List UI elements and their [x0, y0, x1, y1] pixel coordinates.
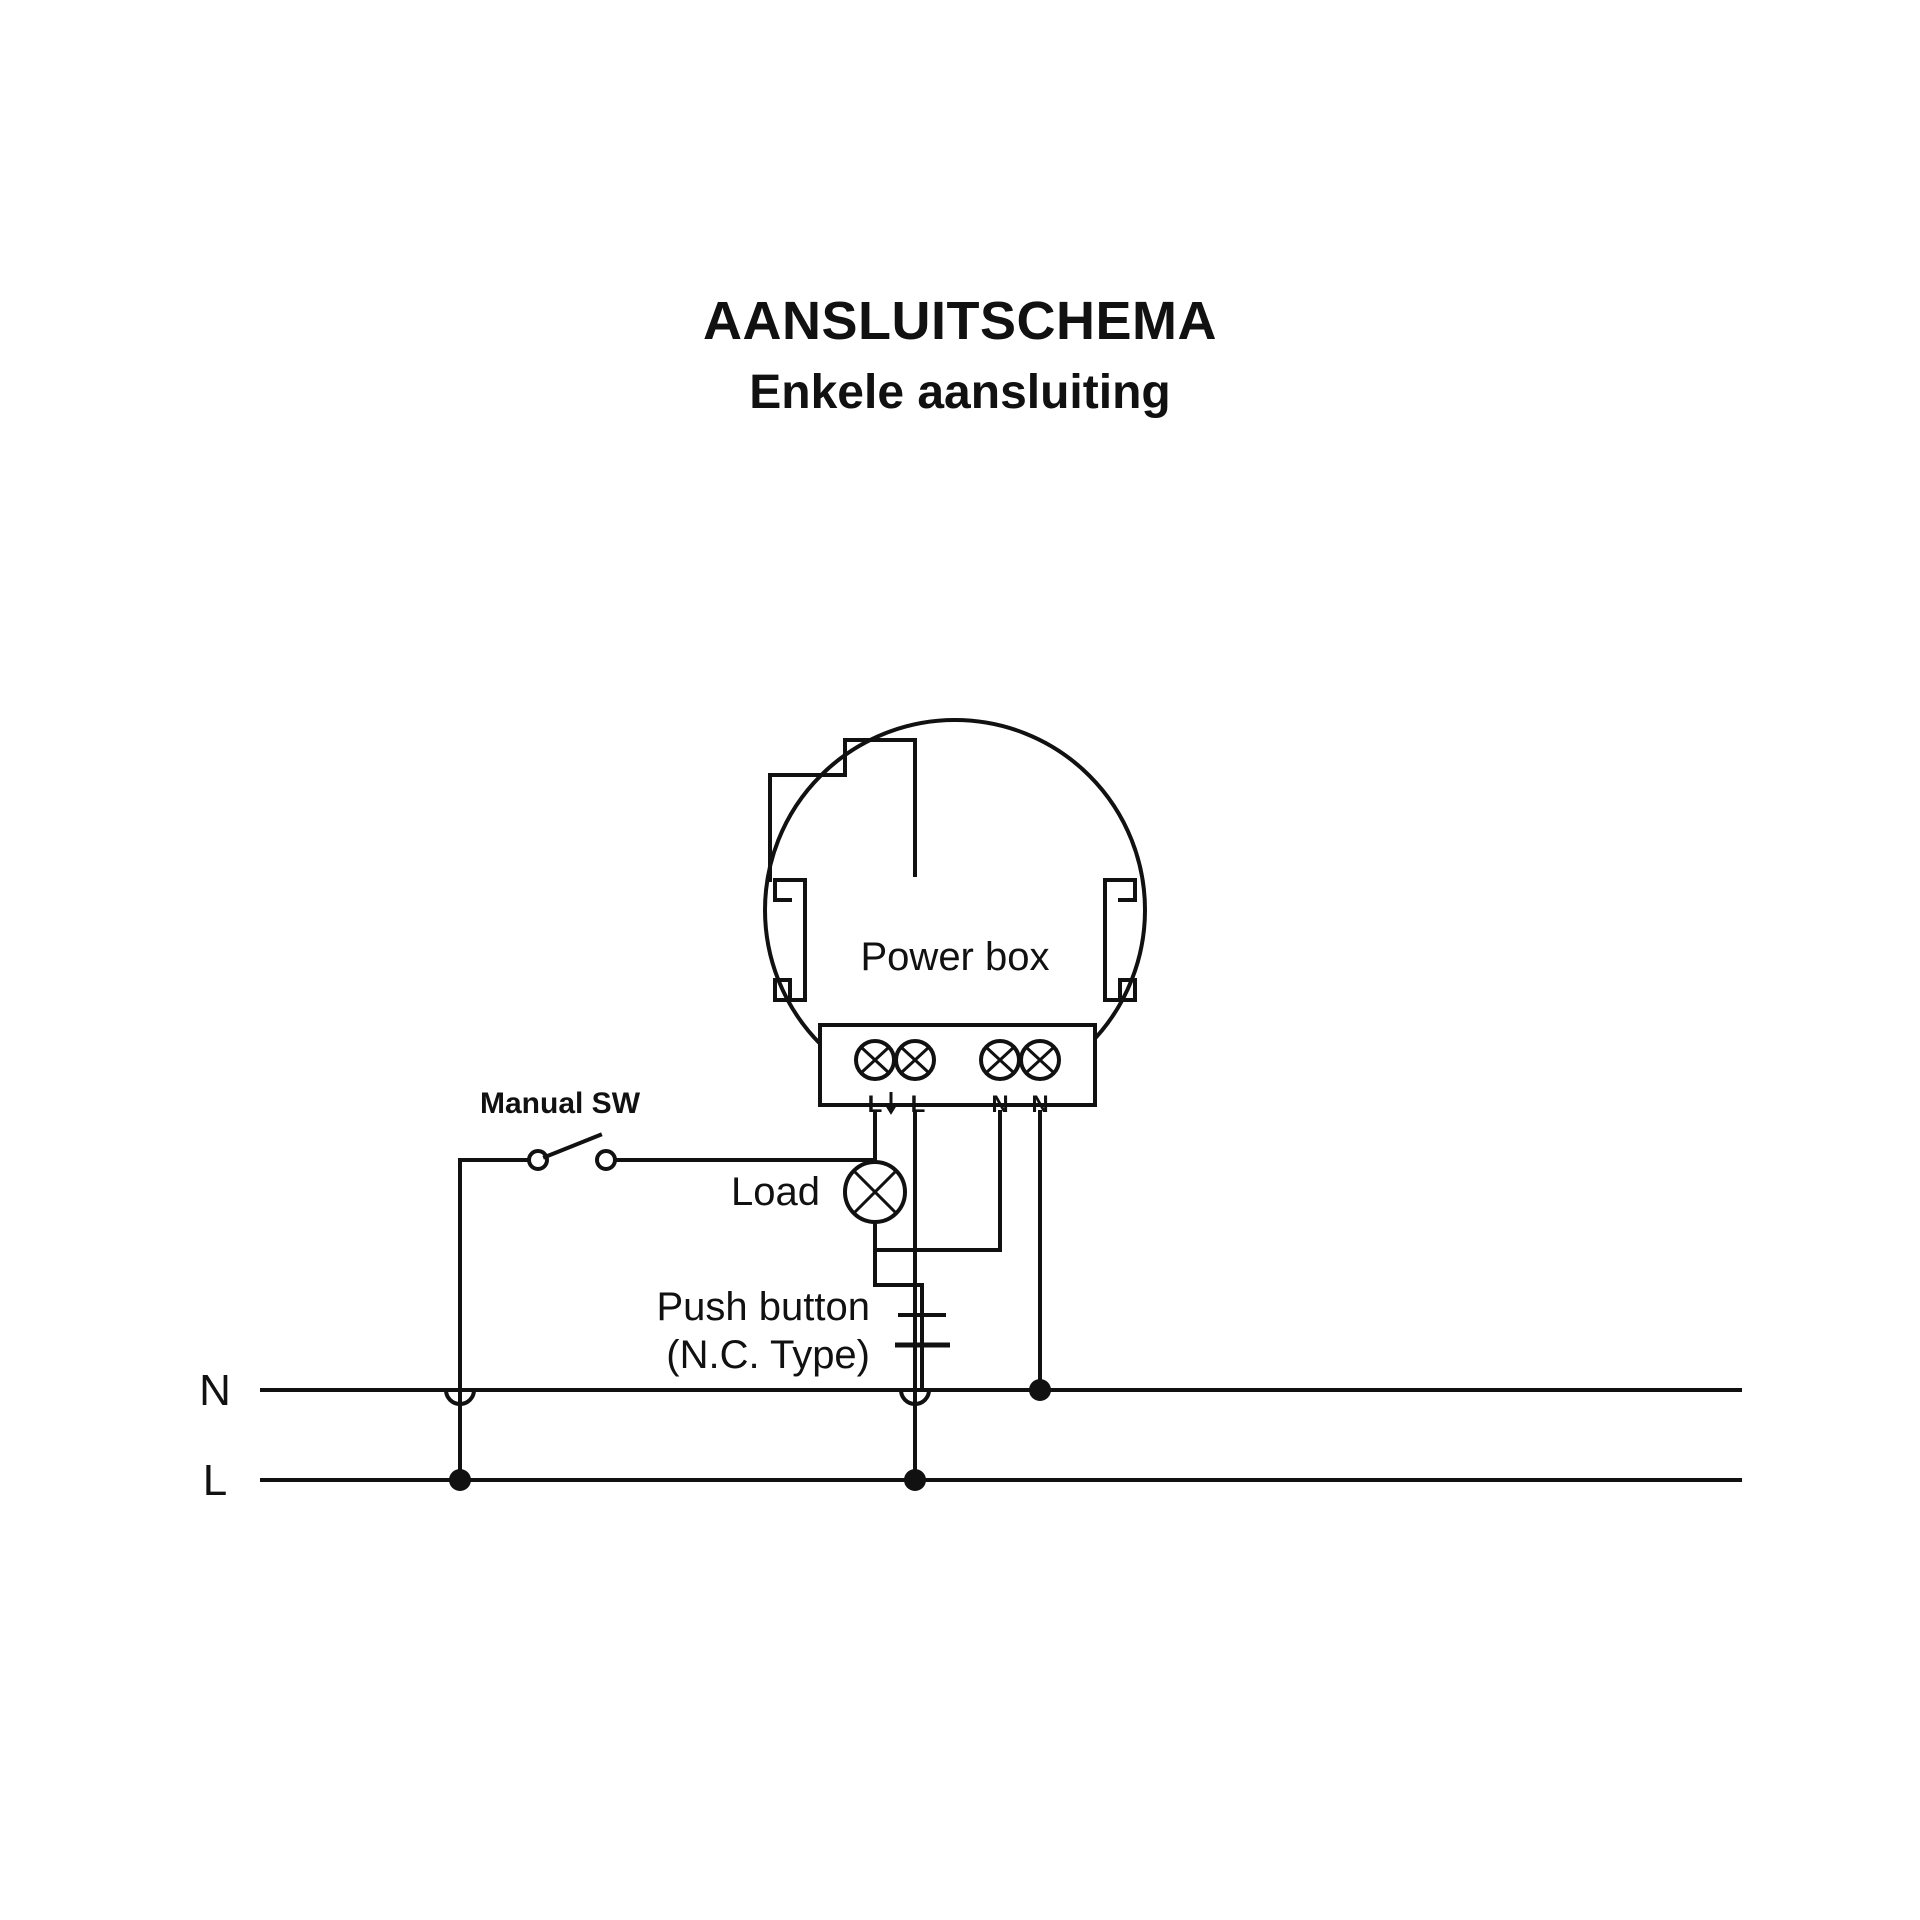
push-button-nc [895, 1315, 950, 1345]
rail-label-neutral: N [199, 1366, 231, 1415]
manual-switch-label: Manual SW [480, 1087, 641, 1120]
terminal-label-l-in: L [910, 1091, 926, 1118]
push-button-label-line2: (N.C. Type) [666, 1333, 870, 1377]
junction-dot-neutral [1029, 1379, 1051, 1401]
neutral-rail [262, 1379, 1740, 1404]
page-title: AANSLUITSCHEMA [703, 291, 1217, 351]
screw-terminal-l-in [896, 1041, 934, 1079]
live-rail [262, 1469, 1740, 1491]
screw-terminal-n-1 [981, 1041, 1019, 1079]
junction-dot-live-left [449, 1469, 471, 1491]
terminal-label-n-1: N [991, 1091, 1009, 1118]
junction-dot-live-right [904, 1469, 926, 1491]
screw-terminal-n-2 [1021, 1041, 1059, 1079]
terminal-label-l-out: L [867, 1091, 883, 1118]
push-button-label-line1: Push button [656, 1285, 870, 1329]
terminal-label-n-2: N [1031, 1091, 1049, 1118]
terminal-wires [875, 1112, 1040, 1480]
rail-label-live: L [202, 1456, 228, 1505]
load-label: Load [731, 1170, 820, 1214]
page-subtitle: Enkele aansluiting [749, 366, 1171, 420]
screw-terminal-l-out [856, 1041, 894, 1079]
power-box-label: Power box [860, 935, 1050, 979]
load-lamp-icon [845, 1162, 905, 1250]
terminal-block [820, 1025, 1095, 1105]
